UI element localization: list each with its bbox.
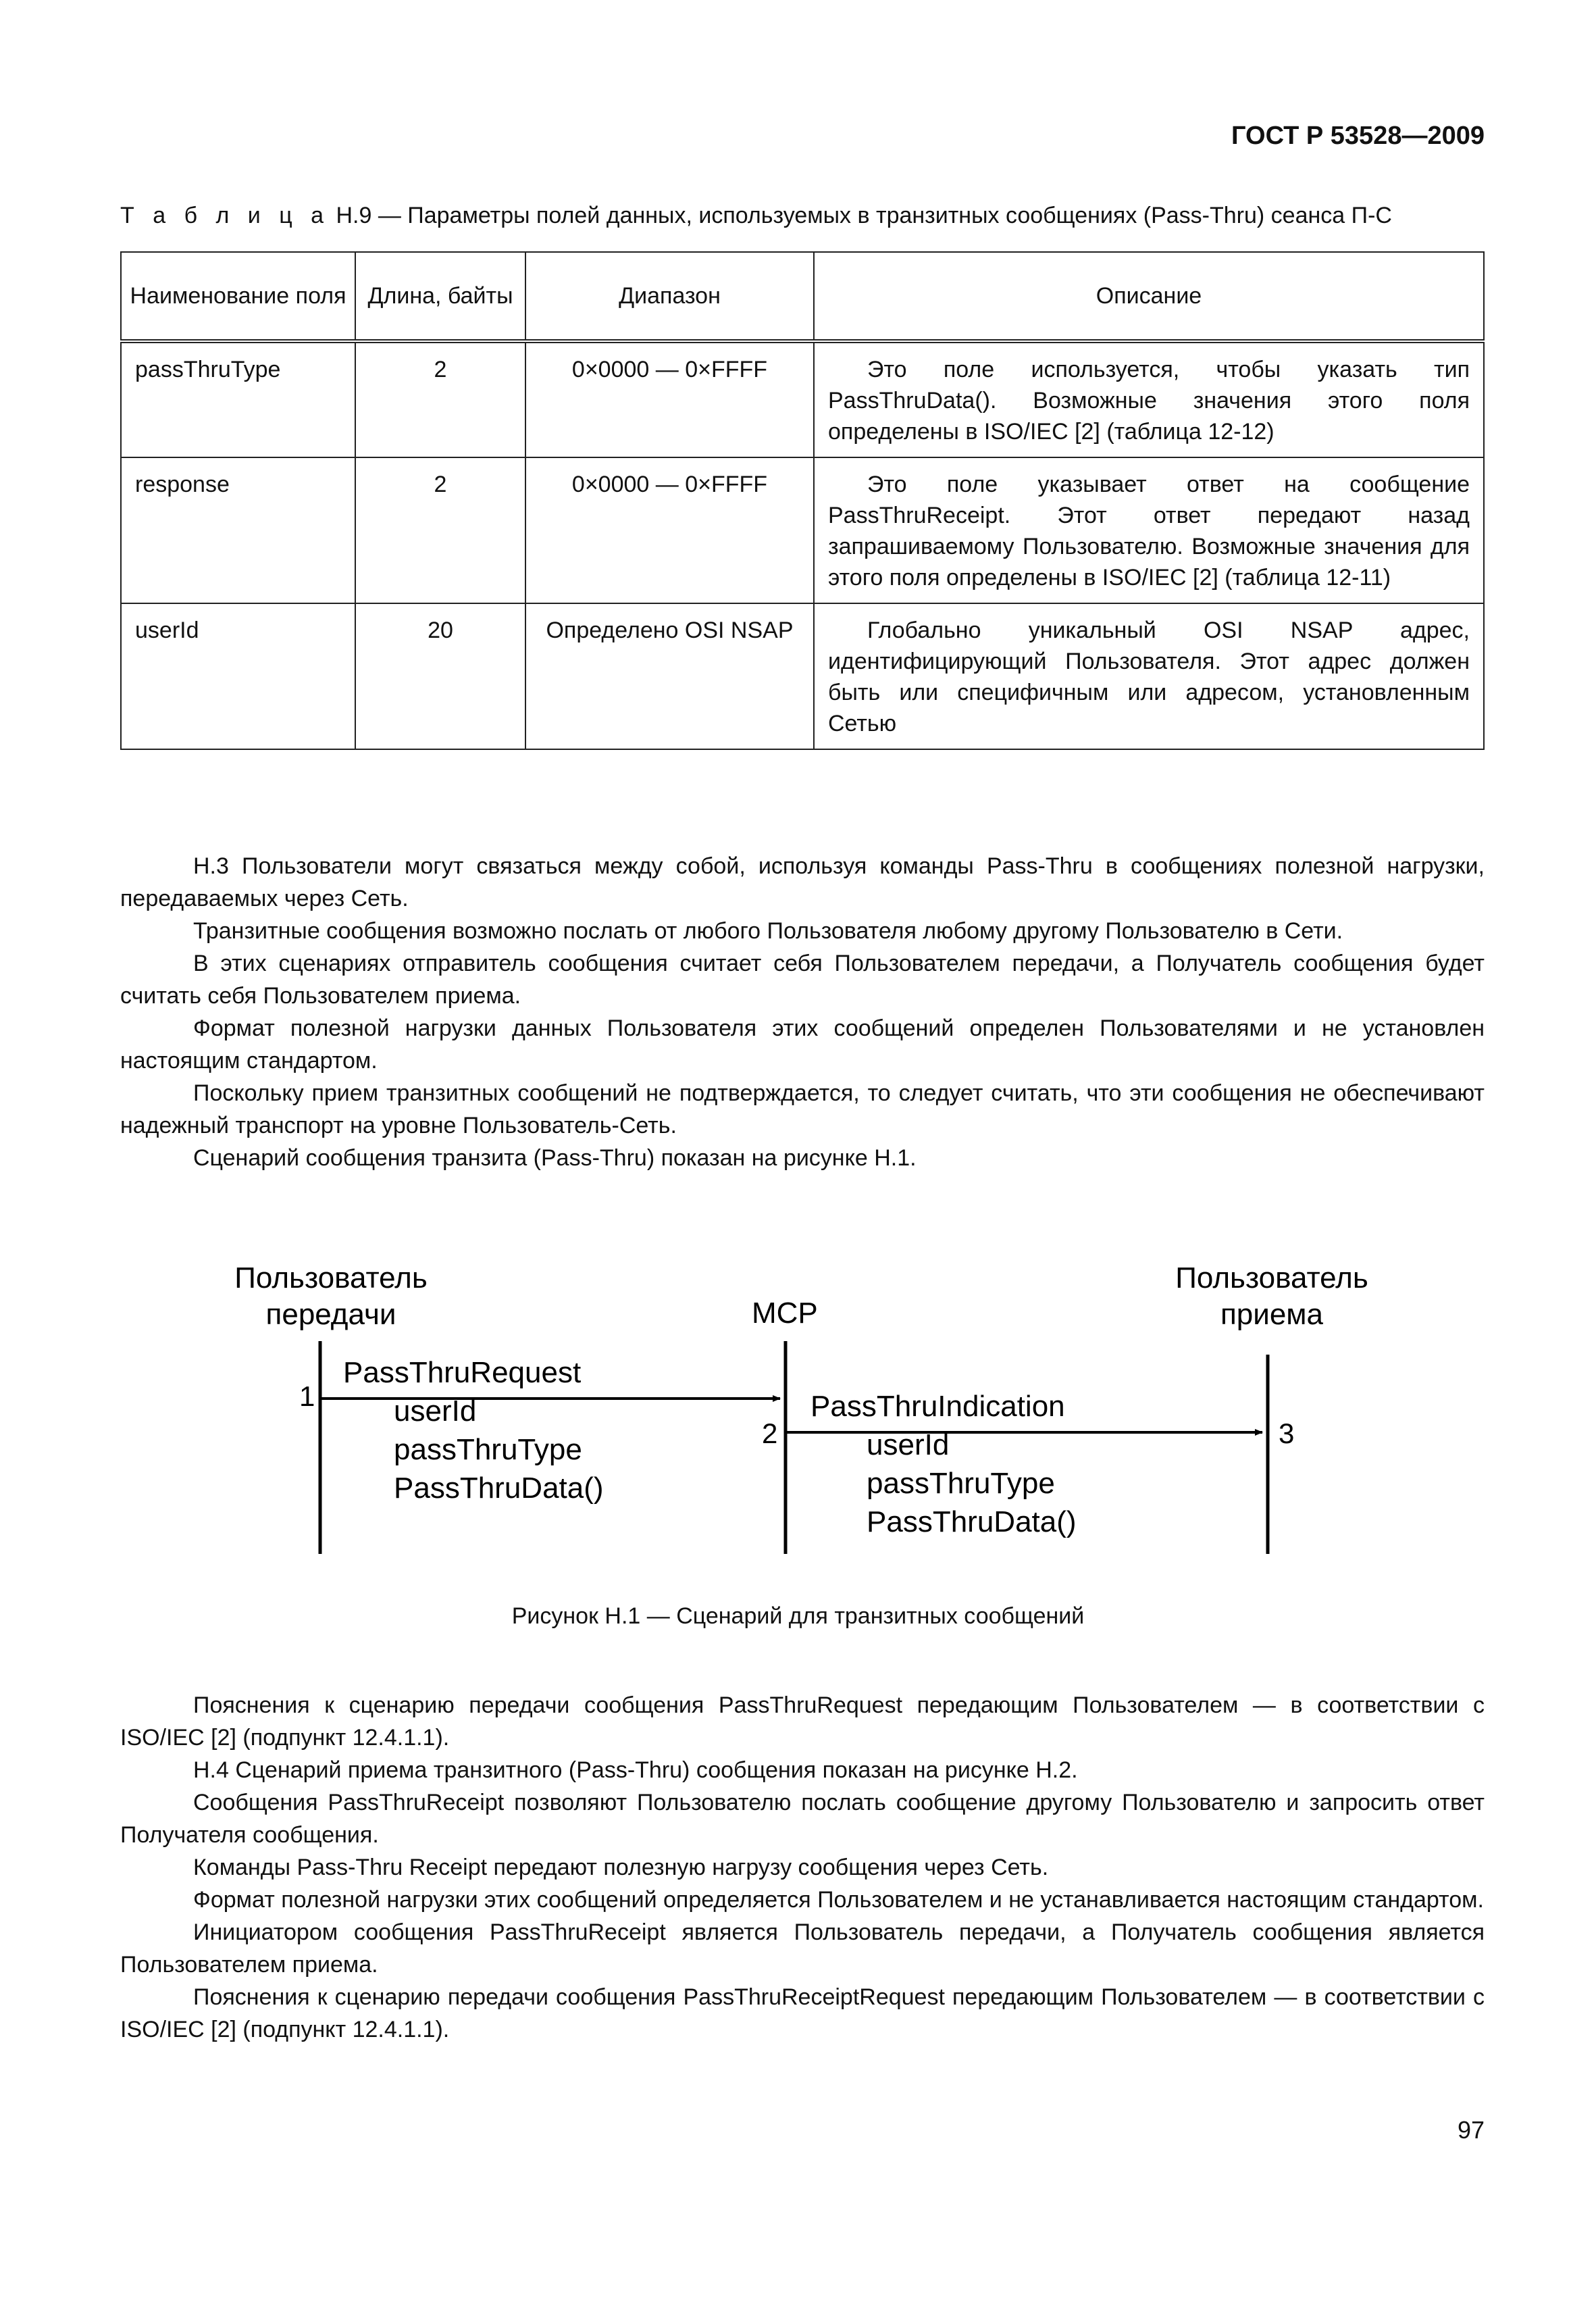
header-range: Диапазон (525, 252, 814, 341)
paragraph: Сообщения PassThruReceipt позволяют Пользователю послать сообщение другому Пользователю и запросить ответ Получателя сообщения. (120, 1790, 1485, 1848)
header-description: Описание (814, 252, 1484, 341)
indication-message-title: PassThruIndication (810, 1390, 1065, 1423)
standard-header: ГОСТ Р 53528—2009 (1231, 122, 1485, 150)
table-caption-text: Н.9 — Параметры полей данных, используемых в транзитных сообщениях (Pass-Thru) сеанса П-С (330, 203, 1392, 228)
cell-description: Глобально уникальный OSI NSAP адрес, идентифицирующий Пользователя. Этот адрес должен быть или специфичным или адресом, установленным Сетью (814, 603, 1484, 749)
receiver-label-line1: Пользователь (1175, 1261, 1368, 1294)
paragraph: Формат полезной нагрузки этих сообщений определяется Пользователем и не устанавливается настоящим стандартом. (193, 1887, 1484, 1913)
cell-description: Это поле используется, чтобы указать тип PassThruData(). Возможные значения этого поля определены в ISO/IEC [2] (таблица 12-12) (814, 341, 1484, 457)
sender-label-line1: Пользователь (234, 1261, 428, 1294)
paragraph: Команды Pass-Thru Receipt передают полезную нагрузу сообщения через Сеть. (193, 1855, 1049, 1880)
table-header-row (121, 252, 1484, 341)
receiver-label-line2: приема (1220, 1298, 1324, 1331)
request-field: PassThruData() (394, 1472, 604, 1505)
page-number: 97 (1457, 2116, 1485, 2144)
figure-caption: Рисунок Н.1 — Сценарий для транзитных сообщений (511, 1603, 1085, 1629)
indication-field: passThruType (867, 1467, 1055, 1500)
cell-name: userId (121, 603, 355, 749)
paragraph: Формат полезной нагрузки данных Пользователя этих сообщений определен Пользователями и не установлен настоящим стандартом. (120, 1015, 1485, 1074)
header-length: Длина, байты (355, 252, 525, 341)
indication-field: userId (867, 1428, 950, 1461)
cell-length: 2 (355, 457, 525, 603)
cell-length: 2 (355, 341, 525, 457)
mcp-label: MCP (752, 1297, 818, 1330)
request-field: passThruType (394, 1433, 582, 1466)
parameters-table (120, 251, 1485, 750)
step-2-label: 2 (762, 1417, 778, 1449)
receiver-label (1160, 1260, 1383, 1333)
cell-range: Определено OSI NSAP (525, 603, 814, 749)
paragraph: Транзитные сообщения возможно послать от любого Пользователя любому другому Пользователю в Сети. (193, 918, 1343, 944)
paragraph: Поскольку прием транзитных сообщений не подтверждается, то следует считать, что эти сообщения не обеспечивают надежный транспорт на уровне Пользователь-Сеть. (120, 1080, 1485, 1138)
sender-label (220, 1260, 442, 1333)
paragraph: Инициатором сообщения PassThruReceipt является Пользователь передачи, а Получатель сообщения является Пользователем приема. (120, 1919, 1485, 1978)
paragraph: Пояснения к сценарию передачи сообщения PassThruReceiptRequest передающим Пользователем — в соответствии с ISO/IEC [2] (подпункт 12.4.1.1). (120, 1984, 1485, 2042)
table-caption (120, 203, 1392, 229)
paragraph: Н.4 Сценарий приема транзитного (Pass-Thru) сообщения показан на рисунке Н.2. (193, 1757, 1078, 1783)
table-caption-prefix: Т а б л и ц а (120, 203, 330, 228)
sender-label-line2: передачи (265, 1298, 396, 1331)
cell-name: response (121, 457, 355, 603)
table-row (121, 341, 1484, 457)
cell-range: 0×0000 — 0×FFFF (525, 457, 814, 603)
indication-field: PassThruData() (867, 1505, 1077, 1538)
cell-description: Это поле указывает ответ на сообщение PassThruReceipt. Этот ответ передают назад запрашиваемому Пользователю. Возможные значения для этого поля определены в ISO/IEC [2] (таблица 12-11) (814, 457, 1484, 603)
paragraph: Сценарий сообщения транзита (Pass-Thru) показан на рисунке Н.1. (193, 1145, 917, 1171)
step-3-label: 3 (1279, 1417, 1295, 1449)
paragraph: Н.3 Пользователи могут связаться между собой, используя команды Pass-Thru в сообщениях полезной нагрузки, передаваемых через Сеть. (120, 853, 1485, 911)
paragraph: Пояснения к сценарию передачи сообщения PassThruRequest передающим Пользователем — в соответствии с ISO/IEC [2] (подпункт 12.4.1.1). (120, 1692, 1485, 1751)
body-text-top (120, 850, 1485, 1174)
step-1-label: 1 (299, 1380, 315, 1412)
table-row (121, 603, 1484, 749)
cell-length: 20 (355, 603, 525, 749)
request-field: userId (394, 1394, 477, 1428)
body-text-bottom (120, 1689, 1485, 2046)
header-name: Наименование поля (121, 252, 355, 341)
request-message-title: PassThruRequest (343, 1356, 582, 1389)
cell-range: 0×0000 — 0×FFFF (525, 341, 814, 457)
paragraph: В этих сценариях отправитель сообщения считает себя Пользователем передачи, а Получатель сообщения будет считать себя Пользователем приема. (120, 951, 1485, 1009)
table-row (121, 457, 1484, 603)
cell-name: passThruType (121, 341, 355, 457)
sequence-diagram (0, 1253, 1596, 1571)
